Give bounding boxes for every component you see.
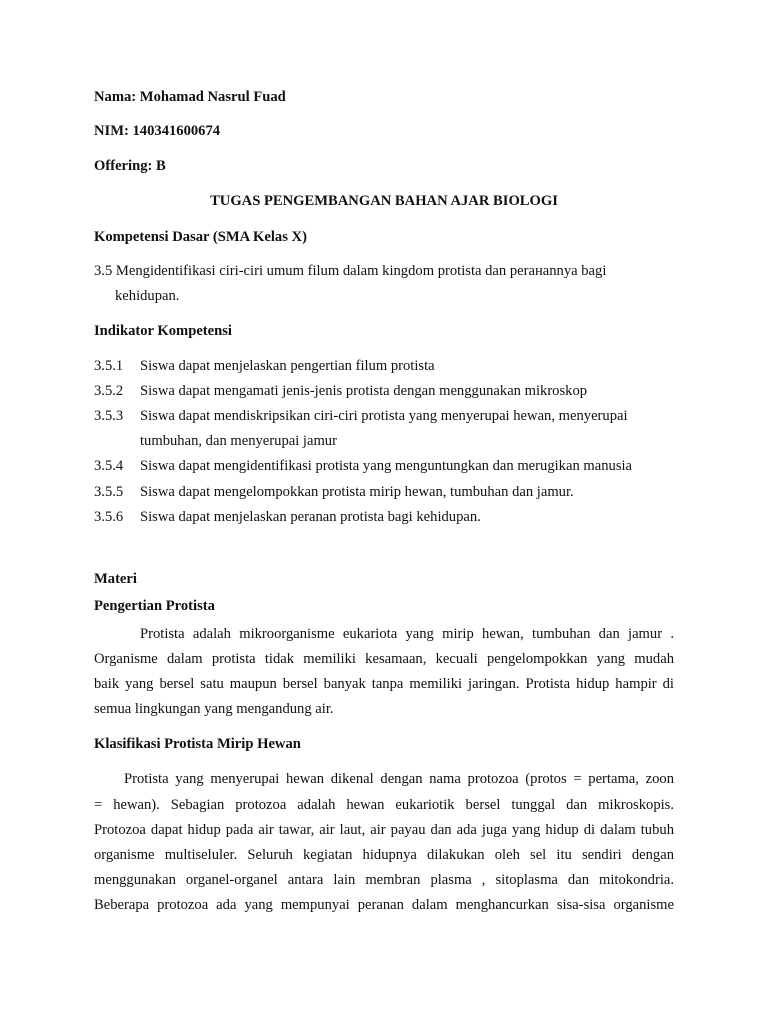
indikator-text: Siswa dapat mengelompokkan protista mirip hewan, tumbuhan dan jamur. (140, 484, 574, 500)
indikator-text: Siswa dapat menjelaskan pengertian filum protista (140, 358, 435, 374)
paragraph-line: = hewan). Sebagian protozoa adalah hewan eukariotik bersel tunggal dan mikroskopis. (94, 797, 674, 813)
indikator-number: 3.5.1 (94, 358, 124, 374)
student-nim: NIM: 140341600674 (94, 123, 221, 139)
document-title: TUGAS PENGEMBANGAN BAHAN AJAR BIOLOGI (210, 193, 558, 209)
indikator-text: Siswa dapat menjelaskan peranan protista bagi kehidupan. (140, 509, 481, 525)
indikator-number: 3.5.5 (94, 484, 124, 500)
kompetensi-heading: Kompetensi Dasar (SMA Kelas X) (94, 229, 307, 245)
pengertian-heading: Pengertian Protista (94, 598, 215, 614)
offering: Offering: B (94, 158, 166, 174)
indikator-number: 3.5.2 (94, 383, 124, 399)
klasifikasi-heading: Klasifikasi Protista Mirip Hewan (94, 736, 301, 752)
indikator-text: Siswa dapat mengidentifikasi protista yang menguntungkan dan merugikan manusia (140, 458, 633, 474)
paragraph-line: baik yang bersel satu maupun bersel banyak tanpa memiliki jaringan. Protista hidup hampir di (94, 676, 674, 692)
indikator-number: 3.5.6 (94, 509, 124, 525)
indikator-text-continued: tumbuhan, dan menyerupai jamur (140, 433, 337, 449)
student-name: Nama: Mohamad Nasrul Fuad (94, 89, 286, 105)
paragraph-line: Beberapa protozoa ada yang mempunyai peranan dalam menghancurkan sisa-sisa organisme (94, 897, 674, 913)
indikator-number: 3.5.3 (94, 408, 124, 424)
kompetensi-text-line-2: kehidupan. (115, 288, 180, 304)
paragraph-line: Protista yang menyerupai hewan dikenal dengan nama protozoa (protos = pertama, zoon (124, 771, 674, 787)
paragraph-line: semua lingkungan yang mengandung air. (94, 701, 334, 717)
materi-heading: Materi (94, 571, 137, 587)
paragraph-line: Organisme dalam protista tidak memiliki kesamaan, kecuali pengelompokkan yang mudah (94, 651, 674, 667)
paragraph-line: Protista adalah mikroorganisme eukariota yang mirip hewan, tumbuhan dan jamur . (140, 626, 674, 642)
indikator-text: Siswa dapat mendiskripsikan ciri-ciri protista yang menyerupai hewan, menyerupai (140, 408, 628, 424)
paragraph-line: menggunakan organel-organel antara lain membran plasma , sitoplasma dan mitokondria. (94, 872, 674, 888)
paragraph-line: Protozoa dapat hidup pada air tawar, air laut, air payau dan ada juga yang hidup di dalam tubuh (94, 822, 674, 838)
indikator-text: Siswa dapat mengamati jenis-jenis protista dengan menggunakan mikroskop (140, 383, 588, 399)
kompetensi-text-line-1: 3.5 Mengidentifikasi ciri-ciri umum filum dalam kingdom protista dan perанannya bagi (94, 263, 607, 279)
indikator-number: 3.5.4 (94, 458, 124, 474)
paragraph-line: organisme multiseluler. Seluruh kegiatan hidupnya dilakukan oleh sel itu sendiri dengan (94, 847, 674, 863)
indikator-heading: Indikator Kompetensi (94, 323, 232, 339)
